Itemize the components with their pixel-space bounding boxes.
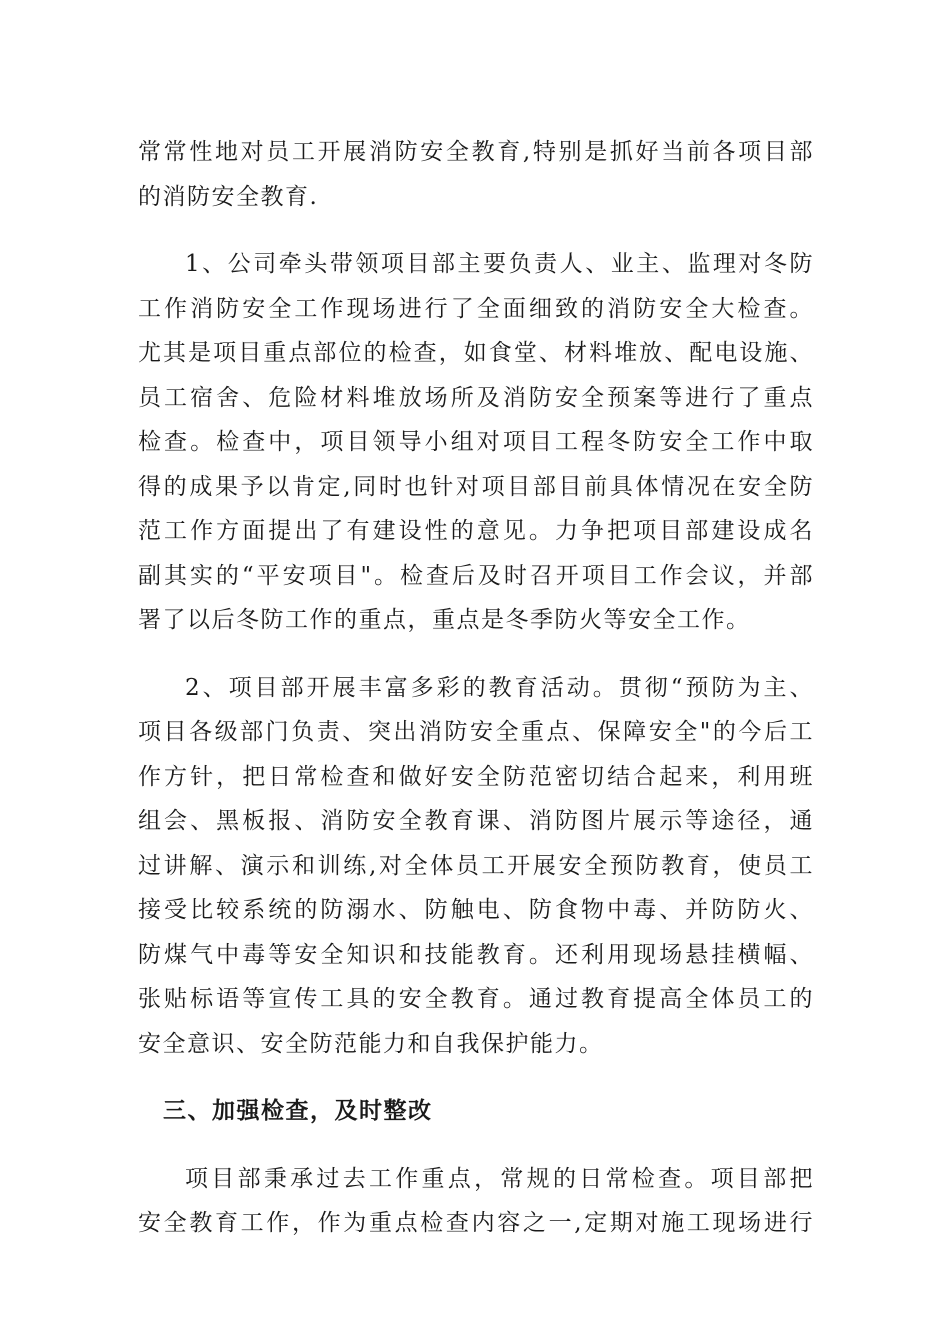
text-line: 得的成果予以肯定,同时也针对项目部目前具体情况在安全防 — [138, 473, 814, 500]
section-heading: 三、加强检查，及时整改 — [163, 1097, 433, 1124]
text-line: 员工宿舍、危险材料堆放场所及消防安全预案等进行了重点 — [138, 384, 814, 411]
text-line: 副其实的“平安项目"。检查后及时召开项目工作会议，并部 — [138, 562, 814, 589]
text-line: 组会、黑板报、消防安全教育课、消防图片展示等途径，通 — [138, 808, 814, 834]
paragraph-spacing — [138, 643, 814, 666]
paragraph-spacing — [138, 219, 814, 242]
paragraph-intro-continued — [138, 130, 814, 219]
text-line: 范工作方面提出了有建设性的意见。力争把项目部建设成名 — [138, 518, 814, 544]
text-line: 署了以后冬防工作的重点，重点是冬季防火等安全工作。 — [138, 607, 751, 633]
paragraph-spacing — [138, 1134, 814, 1157]
text-line: 2、项目部开展丰富多彩的教育活动。贯彻“预防为主、 — [185, 674, 814, 701]
text-line: 常常性地对员工开展消防安全教育,特别是抓好当前各项目部 — [138, 139, 814, 165]
paragraph-inspection — [138, 242, 814, 643]
text-line: 检查。检查中，项目领导小组对项目工程冬防安全工作中取 — [138, 429, 814, 455]
text-line: 的消防安全教育. — [138, 183, 319, 210]
text-line: 工作消防安全工作现场进行了全面细致的消防安全大检查。 — [138, 295, 814, 322]
document-page — [138, 130, 814, 1246]
text-line: 项目各级部门负责、突出消防安全重点、保障安全"的今后工 — [138, 719, 814, 745]
paragraph-education-activities — [138, 666, 814, 1067]
text-line: 安全教育工作，作为重点检查内容之一,定期对施工现场进行 — [138, 1210, 814, 1236]
text-line: 过讲解、演示和训练,对全体员工开展安全预防教育，使员工 — [138, 852, 814, 879]
text-line: 安全意识、安全防范能力和自我保护能力。 — [138, 1030, 604, 1057]
text-line: 尤其是项目重点部位的检查，如食堂、材料堆放、配电设施、 — [138, 340, 814, 366]
text-line: 张贴标语等宣传工具的安全教育。通过教育提高全体员工的 — [138, 986, 814, 1012]
text-line: 项目部秉承过去工作重点，常规的日常检查。项目部把 — [185, 1165, 814, 1192]
text-line: 1、公司牵头带领项目部主要负责人、业主、监理对冬防 — [185, 251, 814, 277]
paragraph-spacing — [138, 1066, 814, 1089]
text-line: 防煤气中毒等安全知识和技能教育。还利用现场悬挂横幅、 — [138, 941, 814, 968]
paragraph-inspection-rectification — [138, 1157, 814, 1246]
text-line: 作方针，把日常检查和做好安全防范密切结合起来，利用班 — [138, 763, 814, 790]
text-line: 接受比较系统的防溺水、防触电、防食物中毒、并防防火、 — [138, 897, 814, 923]
